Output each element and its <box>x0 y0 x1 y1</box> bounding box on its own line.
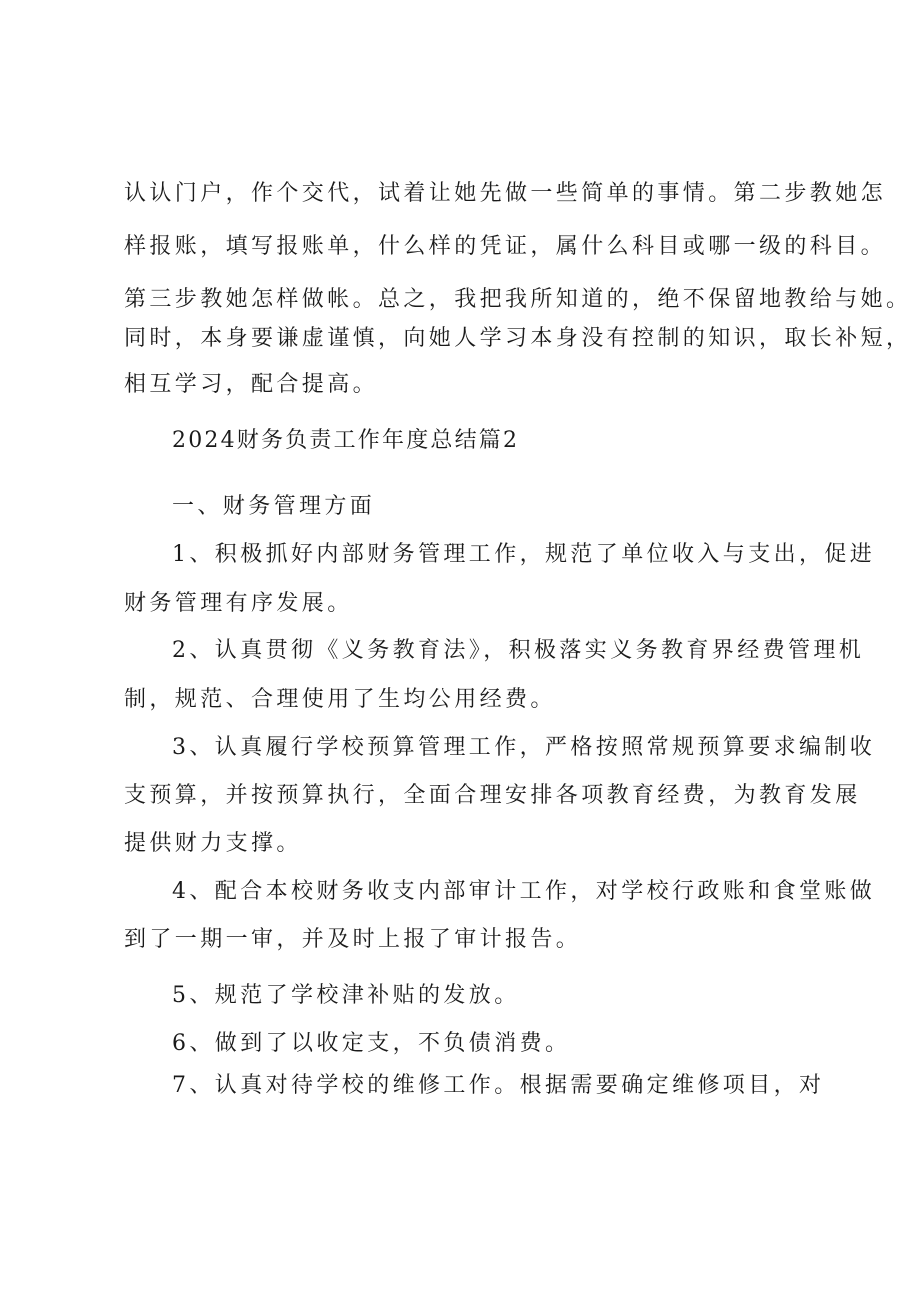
subsection-title: 一、财务管理方面 <box>172 494 376 519</box>
intro-line: 第三步教她怎样做帐。总之，我把我所知道的，绝不保留地教给与她。 <box>124 287 912 312</box>
section-title: 2024财务负责工作年度总结篇2 <box>172 428 520 453</box>
list-item-line: 1、积极抓好内部财务管理工作，规范了单位收入与支出，促进 <box>172 542 876 567</box>
intro-line: 样报账，填写报账单，什么样的凭证，属什么科目或哪一级的科目。 <box>124 234 887 259</box>
list-item-line: 6、做到了以收定支，不负债消费。 <box>172 1031 571 1056</box>
list-item-line: 5、规范了学校津补贴的发放。 <box>172 983 520 1008</box>
list-item-line: 制，规范、合理使用了生均公用经费。 <box>124 687 556 712</box>
list-item-line: 财务管理有序发展。 <box>124 591 353 616</box>
list-item-line: 7、认真对待学校的维修工作。根据需要确定维修项目，对 <box>172 1073 825 1098</box>
list-item-line: 3、认真履行学校预算管理工作，严格按照常规预算要求编制收 <box>172 735 876 760</box>
list-item-line: 4、配合本校财务收支内部审计工作，对学校行政账和食堂账做 <box>172 879 876 904</box>
intro-line: 同时，本身要谦虚谨慎，向她人学习本身没有控制的知识，取长补短， <box>124 326 912 351</box>
list-item-line: 提供财力支撑。 <box>124 831 302 856</box>
intro-line: 认认门户，作个交代，试着让她先做一些简单的事情。第二步教她怎 <box>124 181 887 206</box>
list-item-line: 2、认真贯彻《义务教育法》，积极落实义务教育界经费管理机 <box>172 638 865 663</box>
intro-line: 相互学习，配合提高。 <box>124 372 379 397</box>
list-item-line: 到了一期一审，并及时上报了审计报告。 <box>124 927 582 952</box>
list-item-line: 支预算，并按预算执行，全面合理安排各项教育经费，为教育发展 <box>124 783 861 808</box>
